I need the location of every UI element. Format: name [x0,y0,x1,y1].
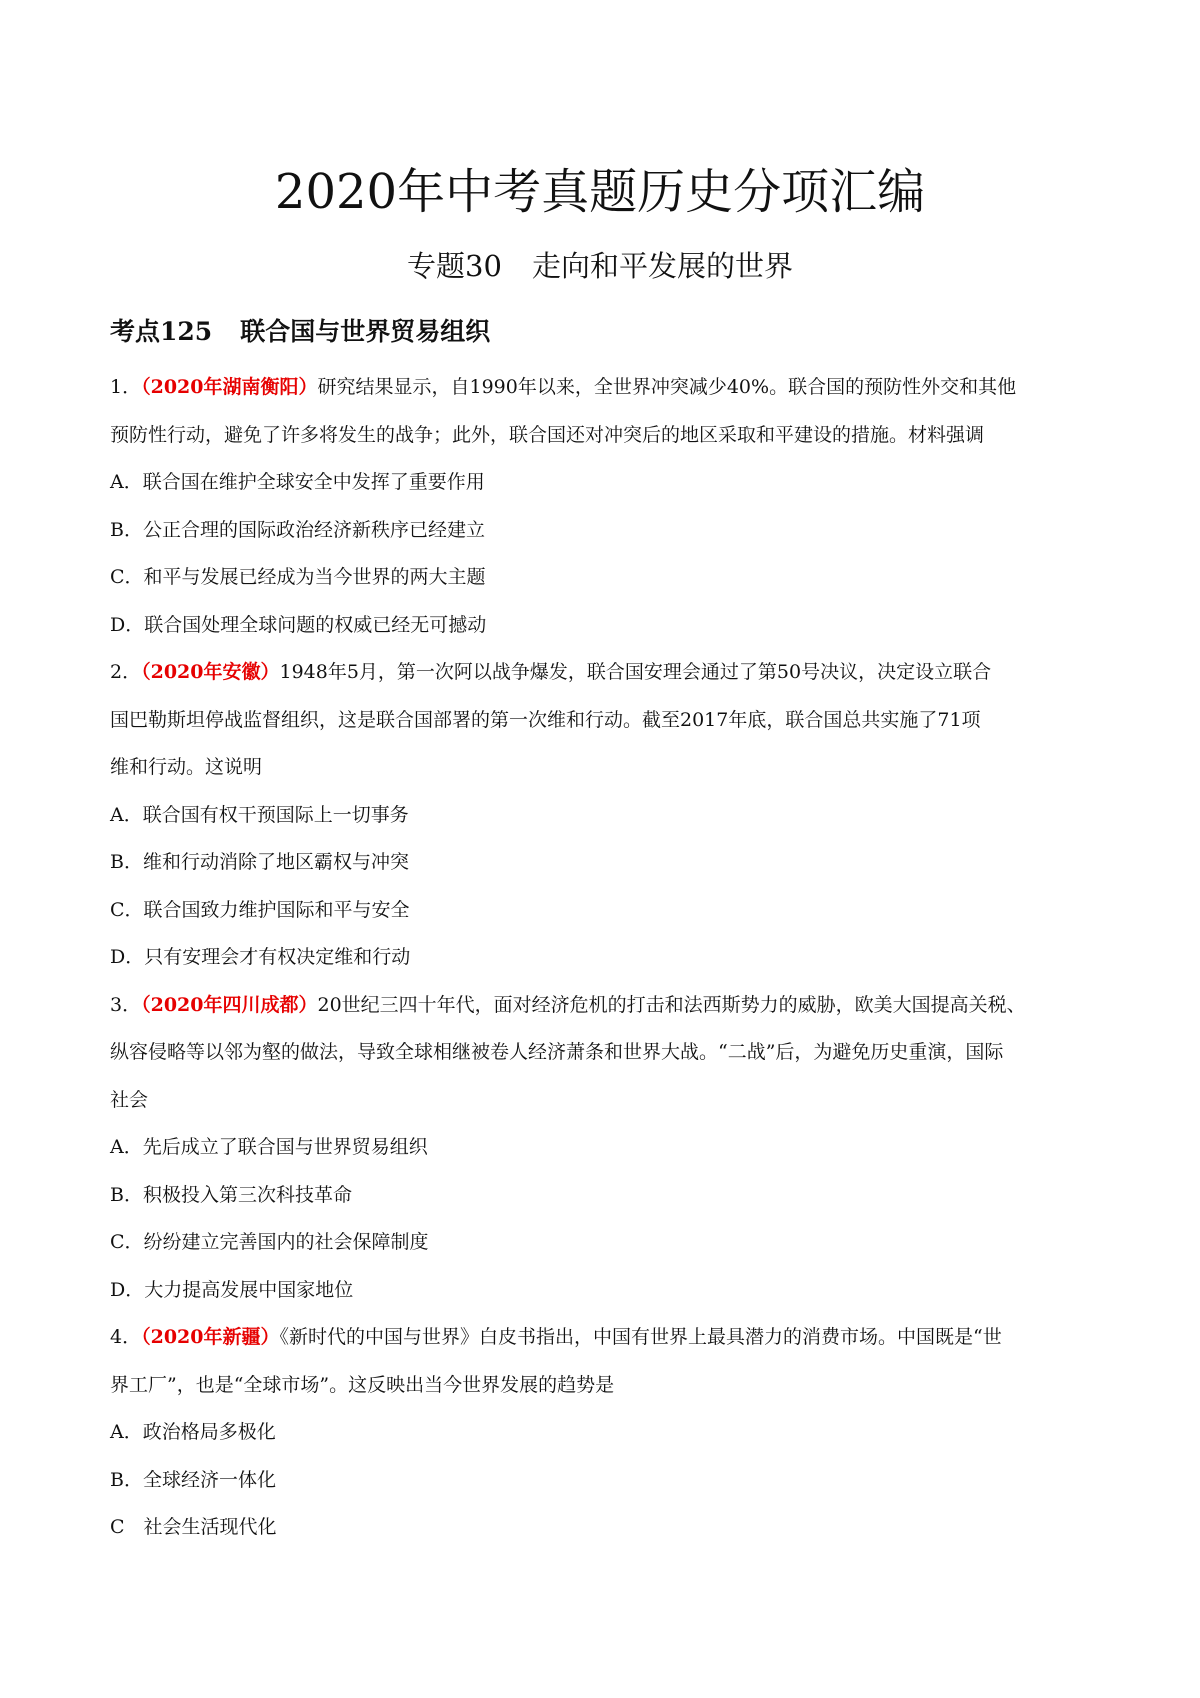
question-list [110,364,1100,1552]
question-1-option-a: A．联合国在维护全球安全中发挥了重要作用 [110,471,485,493]
question-number: 3． [110,993,142,1016]
question-2-option-c: C．联合国致力维护国际和平与安全 [110,898,410,921]
section-heading [110,312,490,352]
question-1-stem-line-2: 预防性行动，避免了许多将发生的战争；此外，联合国还对冲突后的地区采取和平建设的措施。材料强调 [110,423,985,446]
question-stem-text: 20世纪三四十年代，面对经济危机的打击和法西斯势力的威胁，欧美大国提高关税、 [317,993,1026,1016]
page-title: 2020年中考真题历史分项汇编 [274,164,926,220]
question-1-stem-line-1 [110,364,1100,412]
question-source: （2020年新疆） [141,1326,280,1348]
question-3-stem-line-3: 社会 [110,1088,149,1111]
question-3-option-b: B．积极投入第三次科技革命 [110,1183,352,1206]
question-stem-text: 1948年5月，第一次阿以战争爆发，联合国安理会通过了第50号决议，决定设立联合 [279,661,992,683]
question-4-option-b: B．全球经济一体化 [110,1468,276,1491]
question-3-option-a: A．先后成立了联合国与世界贸易组织 [110,1136,428,1158]
question-4-option-a: A．政治格局多极化 [110,1421,276,1443]
topic-subtitle [0,244,1200,288]
question-3-option-c: C．纷纷建立完善国内的社会保障制度 [110,1231,429,1253]
question-2-option-d: D．只有安理会才有权决定维和行动 [110,946,411,968]
question-2-stem-line-1 [110,649,1100,697]
topic-number: 专题30 [407,249,502,283]
section-name: 联合国与世界贸易组织 [240,317,491,346]
question-3-option-d: D．大力提高发展中国家地位 [110,1278,354,1301]
question-stem-text: 《新时代的中国与世界》白皮书指出，中国有世界上最具潜力的消费市场。中国既是“世 [279,1326,1002,1348]
question-number: 1． [110,376,142,398]
question-4-option-c: C 社会生活现代化 [110,1516,277,1538]
question-1-option-d: D．联合国处理全球问题的权威已经无可撼动 [110,613,487,636]
question-3-stem-line-1 [110,982,1100,1030]
question-1-option-b: B．公正合理的国际政治经济新秩序已经建立 [110,518,485,541]
question-number: 2． [110,661,142,683]
question-3-stem-line-2: 纵容侵略等以邻为壑的做法，导致全球相继被卷人经济萧条和世界大战。“二战”后，为避免历史重演，国际 [110,1041,1004,1063]
question-4-stem-line-1 [110,1314,1100,1362]
section-point: 考点125 [110,317,213,346]
question-source: （2020年安徽） [141,661,280,683]
question-2-option-b: B．维和行动消除了地区霸权与冲突 [110,851,409,873]
topic-name: 走向和平发展的世界 [531,249,793,283]
question-2-option-a: A．联合国有权干预国际上一切事务 [110,803,409,826]
question-2-stem-line-3: 维和行动。这说明 [110,756,263,778]
question-stem-text: 研究结果显示，自1990年以来，全世界冲突减少40%。联合国的预防性外交和其他 [317,376,1017,398]
question-4-stem-line-2: 界工厂”，也是“全球市场”。这反映出当今世界发展的趋势是 [110,1373,615,1396]
question-source: （2020年四川成都） [141,993,318,1016]
question-number: 4． [110,1326,142,1348]
question-source: （2020年湖南衡阳） [141,376,318,398]
question-2-stem-line-2: 国巴勒斯坦停战监督组织，这是联合国部署的第一次维和行动。截至2017年底，联合国总共实施了71项 [110,708,981,731]
question-1-option-c: C．和平与发展已经成为当今世界的两大主题 [110,566,486,588]
